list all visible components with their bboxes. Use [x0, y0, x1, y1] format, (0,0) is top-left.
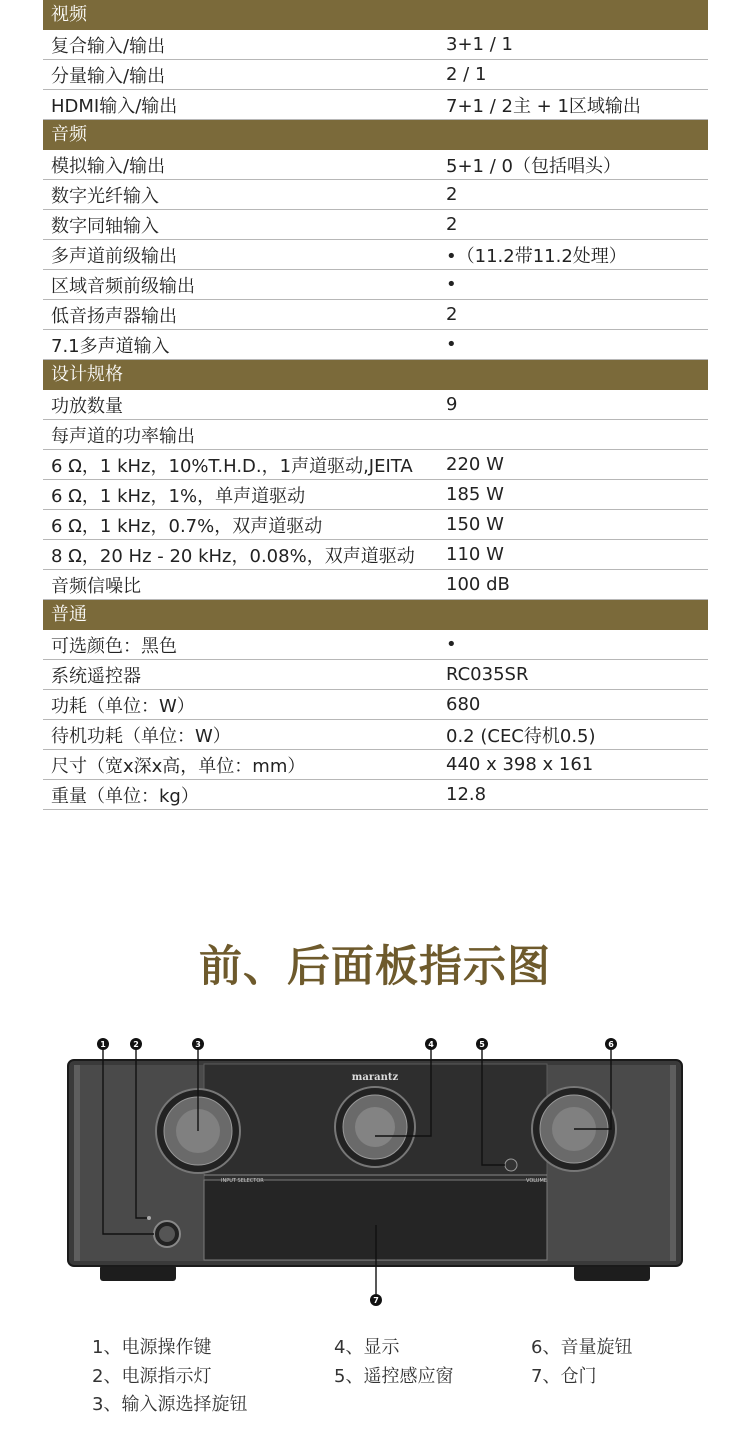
- spec-label: 多声道前级输出: [51, 245, 177, 267]
- spec-value: RC035SR: [446, 664, 529, 685]
- section-header: 音频: [43, 120, 708, 150]
- spec-label: 待机功耗（单位：W）: [51, 725, 231, 747]
- section-header: 普通: [43, 600, 708, 630]
- spec-value: 185 W: [446, 484, 504, 505]
- front-panel-diagram: [64, 1032, 686, 1307]
- spec-value: •（11.2带11.2处理）: [446, 245, 627, 267]
- legend-item: 3、输入源选择旋钮: [92, 1394, 248, 1415]
- legend-item: 4、显示: [334, 1337, 400, 1358]
- spec-value: 5+1 / 0（包括唱头）: [446, 155, 621, 177]
- spec-row: [43, 390, 708, 420]
- spec-label: 复合输入/输出: [51, 35, 166, 57]
- spec-row: [43, 270, 708, 300]
- spec-value: •: [446, 274, 457, 295]
- spec-value: 440 x 398 x 161: [446, 754, 594, 775]
- spec-value: 2: [446, 304, 458, 325]
- center-knob: [335, 1087, 415, 1167]
- spec-row: [43, 210, 708, 240]
- spec-value: 12.8: [446, 784, 487, 805]
- svg-text:4: 4: [428, 1040, 434, 1049]
- legend-item: 5、遥控感应窗: [334, 1366, 454, 1387]
- spec-row: [43, 750, 708, 780]
- spec-label: 区域音频前级输出: [51, 275, 195, 297]
- legend-item: 1、电源操作键: [92, 1337, 212, 1358]
- spec-label: 可选颜色：黑色: [51, 635, 177, 657]
- spec-value: 3+1 / 1: [446, 34, 513, 55]
- spec-value: 9: [446, 394, 458, 415]
- spec-label: 8 Ω，20 Hz - 20 kHz，0.08%，双声道驱动: [51, 545, 415, 567]
- spec-row: [43, 300, 708, 330]
- spec-label: 6 Ω，1 kHz，1%，单声道驱动: [51, 485, 306, 507]
- spec-row: [43, 480, 708, 510]
- legend-item: 7、仓门: [531, 1366, 597, 1387]
- svg-text:1: 1: [100, 1040, 106, 1049]
- spec-value: 220 W: [446, 454, 504, 475]
- spec-row: [43, 690, 708, 720]
- spec-label: 功耗（单位：W）: [51, 695, 195, 717]
- spec-label: 尺寸（宽x深x高，单位：mm）: [51, 755, 306, 777]
- remote-sensor: [505, 1159, 517, 1171]
- spec-label: 模拟输入/输出: [51, 155, 166, 177]
- spec-row: [43, 570, 708, 600]
- spec-table: [43, 0, 708, 810]
- spec-value: 2: [446, 214, 458, 235]
- spec-row: [43, 540, 708, 570]
- spec-row: [43, 180, 708, 210]
- spec-row: [43, 30, 708, 60]
- spec-value: 0.2 (CEC待机0.5): [446, 725, 596, 747]
- svg-text:5: 5: [479, 1040, 485, 1049]
- spec-row: [43, 720, 708, 750]
- spec-label: 6 Ω，1 kHz，0.7%，双声道驱动: [51, 515, 323, 537]
- spec-label: 数字光纤输入: [51, 185, 159, 207]
- spec-label: 系统遥控器: [51, 665, 141, 687]
- power-led: [147, 1216, 151, 1220]
- spec-label: 数字同轴输入: [51, 215, 159, 237]
- panel-title: 前、后面板指示图: [199, 942, 551, 992]
- right-foot: [574, 1265, 650, 1281]
- spec-label: 7.1多声道输入: [51, 335, 170, 357]
- spec-value: 7+1 / 2主 + 1区域输出: [446, 95, 641, 117]
- spec-label: 6 Ω，1 kHz，10%T.H.D.，1声道驱动,JEITA: [51, 455, 413, 477]
- spec-row: [43, 60, 708, 90]
- legend-item: 6、音量旋钮: [531, 1337, 633, 1358]
- spec-value: •: [446, 634, 457, 655]
- spec-row: [43, 90, 708, 120]
- brand-logo: marantz: [351, 1072, 399, 1083]
- section-header: 设计规格: [43, 360, 708, 390]
- spec-label: 功放数量: [51, 395, 123, 417]
- svg-text:3: 3: [195, 1040, 201, 1049]
- spec-value: 2 / 1: [446, 64, 487, 85]
- svg-text:2: 2: [133, 1040, 139, 1049]
- spec-row: [43, 450, 708, 480]
- legend-item: 2、电源指示灯: [92, 1366, 212, 1387]
- spec-row: [43, 240, 708, 270]
- spec-label: 分量输入/输出: [51, 65, 166, 87]
- svg-text:7: 7: [373, 1296, 379, 1305]
- spec-row: [43, 660, 708, 690]
- section-header: 视频: [43, 0, 708, 30]
- spec-row: [43, 510, 708, 540]
- spec-value: 100 dB: [446, 574, 510, 595]
- spec-value: 680: [446, 694, 481, 715]
- volume-label: VOLUME: [526, 1178, 547, 1184]
- spec-value: 150 W: [446, 514, 504, 535]
- spec-label: 音频信噪比: [51, 575, 141, 597]
- input-selector-label: INPUT SELECTOR: [221, 1178, 264, 1184]
- svg-text:6: 6: [608, 1040, 614, 1049]
- spec-label: HDMI输入/输出: [51, 95, 178, 117]
- spec-row: [43, 780, 708, 810]
- spec-row: [43, 630, 708, 660]
- spec-value: 2: [446, 184, 458, 205]
- spec-label: 低音扬声器输出: [51, 305, 177, 327]
- spec-row: [43, 150, 708, 180]
- spec-label: 重量（单位：kg）: [51, 785, 199, 807]
- spec-value: 110 W: [446, 544, 504, 565]
- spec-label: 每声道的功率输出: [51, 425, 195, 447]
- spec-value: •: [446, 334, 457, 355]
- spec-row: [43, 330, 708, 360]
- spec-row: [43, 420, 708, 450]
- left-foot: [100, 1265, 176, 1281]
